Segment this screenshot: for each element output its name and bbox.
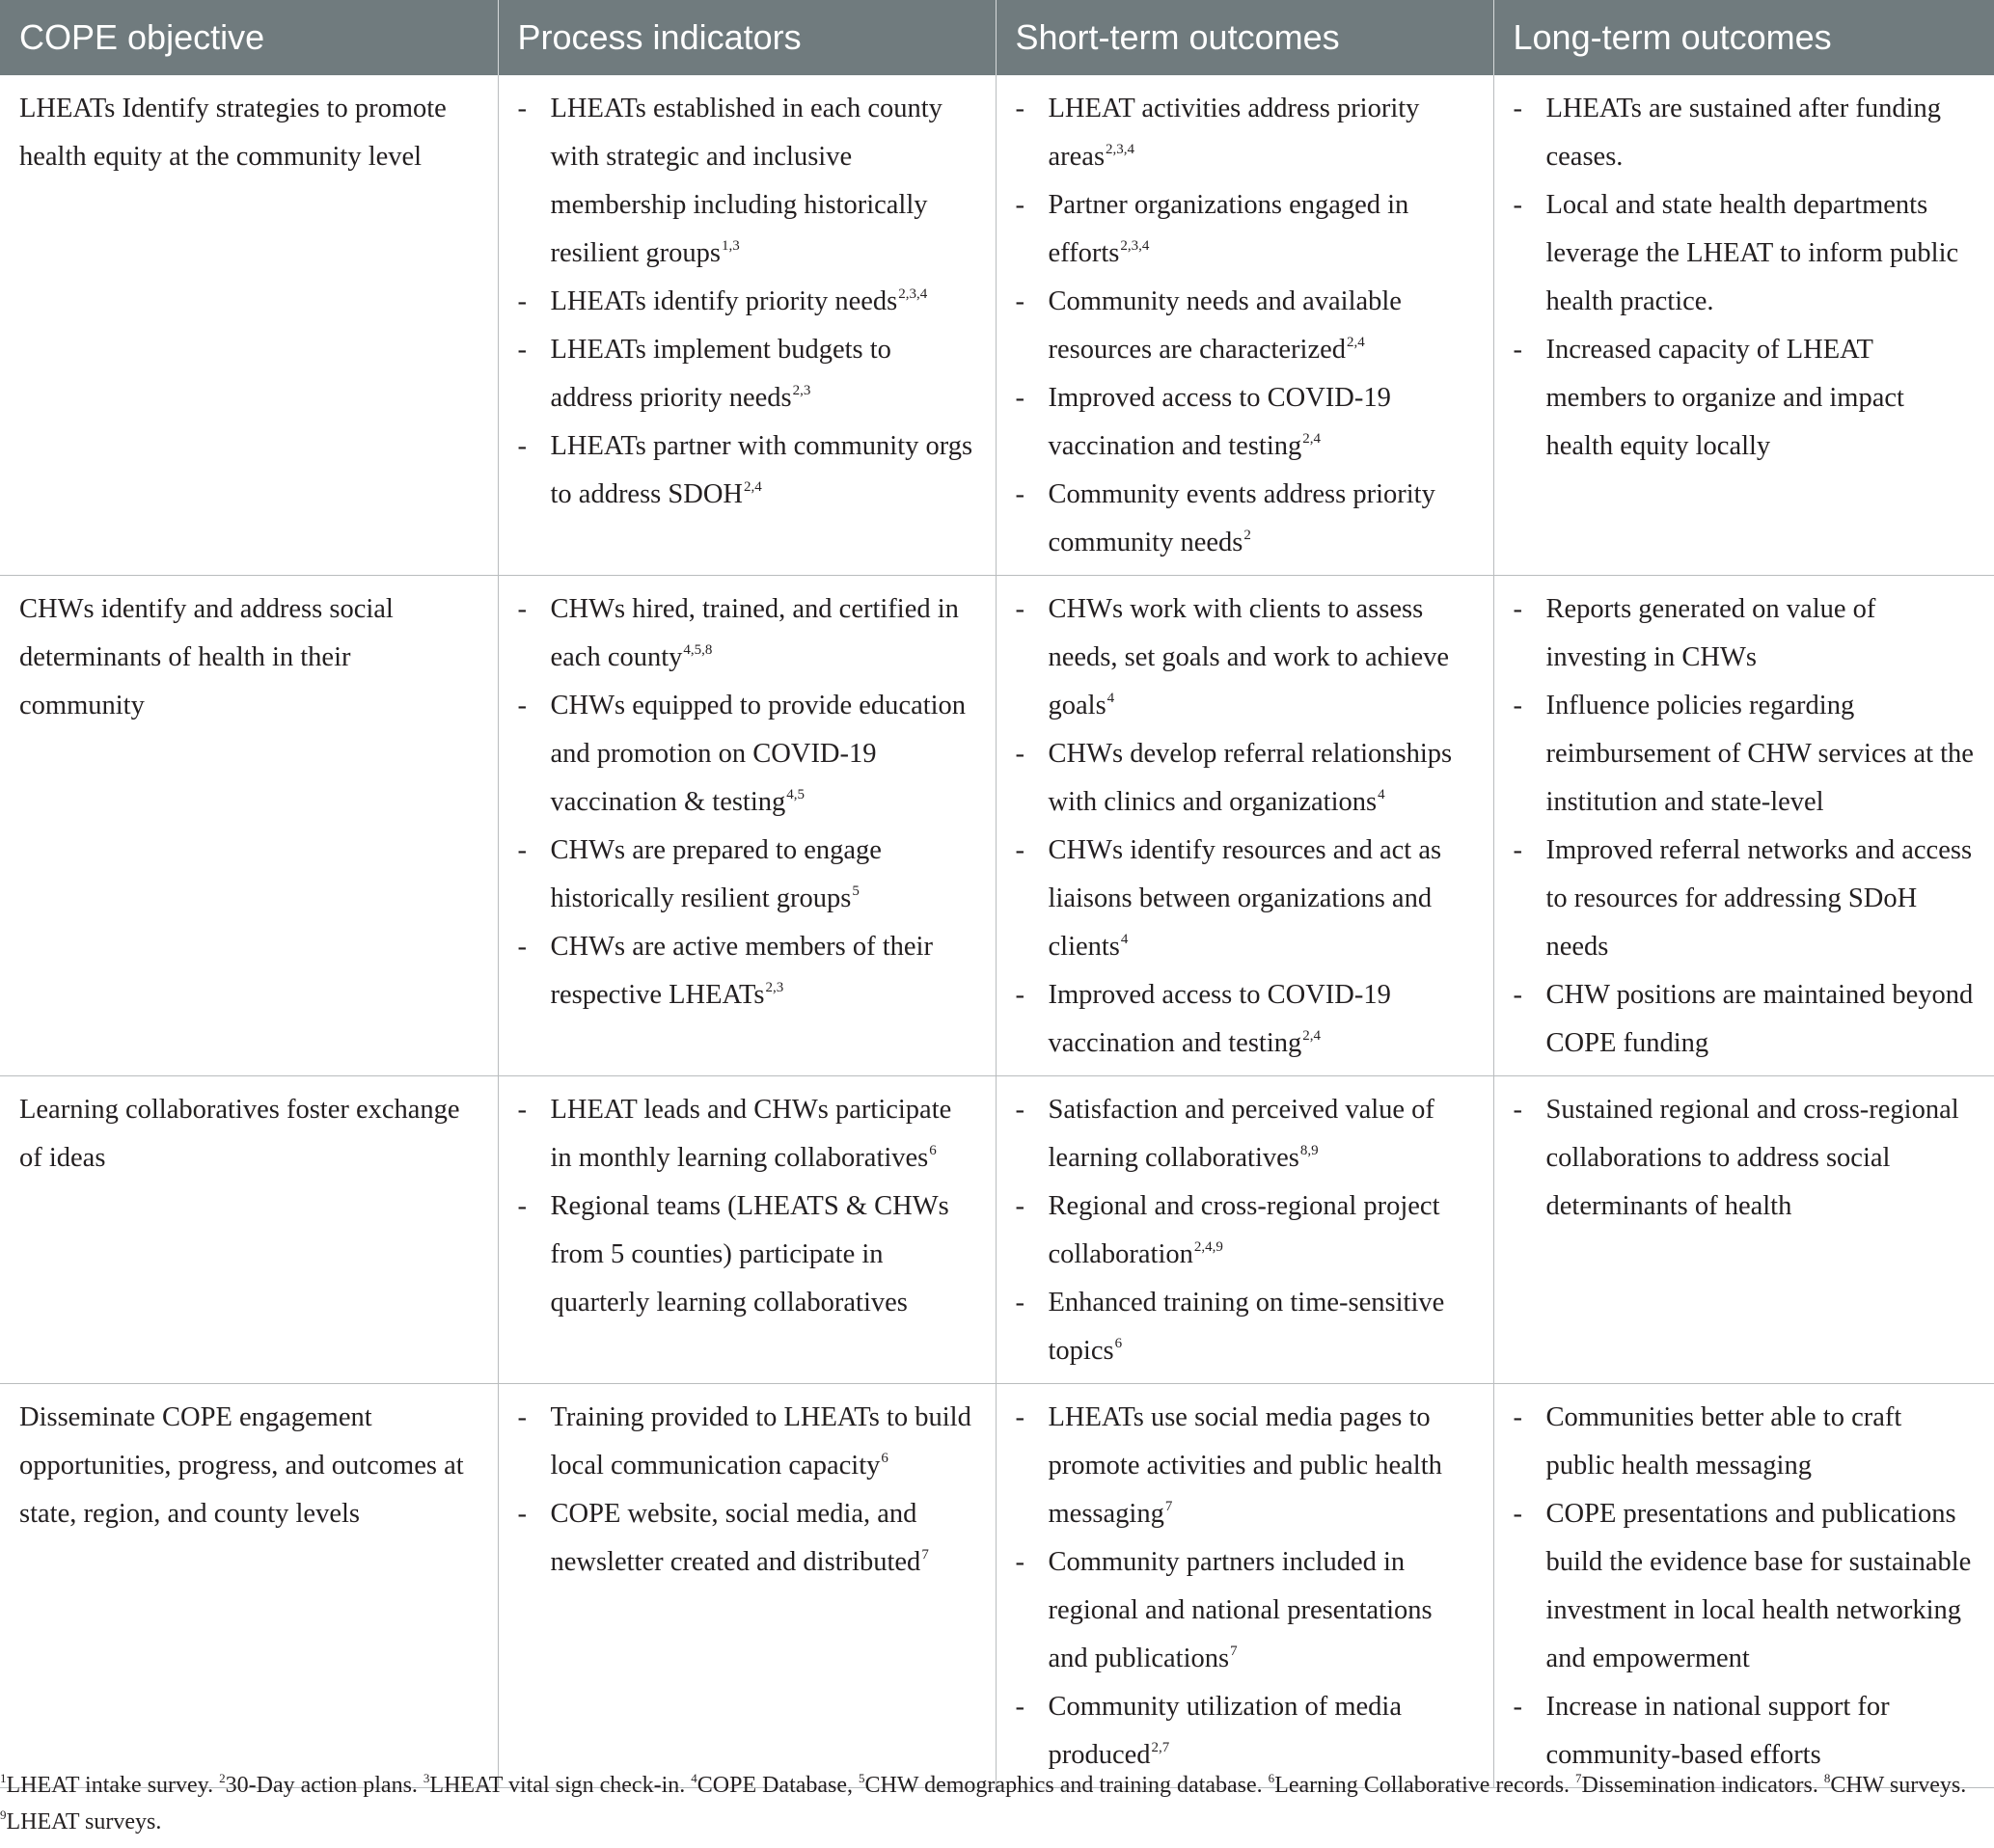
objective-cell: Learning collaboratives foster exchange of ideas [0, 1076, 498, 1384]
table-row [0, 75, 1994, 576]
long-term-outcomes-list [1514, 85, 1977, 471]
citation-superscript: 4,5 [786, 787, 806, 802]
list-item [1514, 971, 1977, 1068]
citation-superscript: 2,4 [1302, 1028, 1321, 1044]
list-item [518, 326, 978, 422]
footnote-number: 1 [0, 1771, 7, 1785]
list-item [1016, 1182, 1476, 1279]
list-item [518, 1086, 978, 1182]
list-item [518, 585, 978, 682]
list-item-text: CHWs identify resources and act as liaisons between organizations and clients [1048, 835, 1442, 962]
table-row [0, 576, 1994, 1076]
process-indicators-list [518, 85, 978, 519]
list-item [1016, 730, 1476, 827]
list-item-text: Influence policies regarding reimbursement of CHW services at the institution and state-level [1545, 691, 1974, 817]
list-item-text: COPE presentations and publications build the evidence base for sustainable investment in local health networking and empowerment [1545, 1499, 1972, 1673]
list-item [1016, 1086, 1476, 1182]
list-item-text: LHEAT leads and CHWs participate in monthly learning collaboratives [550, 1095, 952, 1173]
citation-superscript: 2,4 [1347, 335, 1365, 350]
footnote-number: 8 [1823, 1771, 1831, 1785]
header-short-term-outcomes: Short-term outcomes [996, 0, 1493, 75]
short-term-outcomes-list [1016, 1086, 1476, 1375]
citation-superscript: 1,3 [722, 238, 740, 254]
citation-superscript: 2,3 [792, 383, 811, 398]
footnote-text: LHEAT intake survey. [6, 1773, 220, 1798]
list-item-text: CHWs are prepared to engage historically resilient groups [550, 835, 882, 913]
footnote-number: 2 [219, 1771, 226, 1785]
list-item-text: Community events address priority community needs [1048, 479, 1435, 557]
list-item-text: LHEAT activities address priority areas [1048, 94, 1420, 172]
citation-superscript: 6 [881, 1451, 888, 1466]
list-item [518, 278, 978, 326]
list-item [1016, 181, 1476, 278]
list-item-text: Satisfaction and perceived value of learning collaboratives [1048, 1095, 1434, 1173]
list-item-text: Partner organizations engaged in efforts [1048, 190, 1409, 268]
table-row [0, 1384, 1994, 1788]
list-item-text: Reports generated on value of investing in CHWs [1545, 594, 1876, 672]
table-row [0, 1076, 1994, 1384]
long-term-outcomes-cell [1493, 75, 1994, 576]
footnote-text: LHEAT vital sign check-in. [429, 1773, 692, 1798]
objective-cell: Disseminate COPE engagement opportunities, progress, and outcomes at state, region, and county levels [0, 1384, 498, 1788]
footnote-number: 3 [423, 1771, 430, 1785]
citation-superscript: 4 [1120, 932, 1129, 947]
list-item [1016, 585, 1476, 730]
list-item [1514, 1394, 1977, 1490]
list-item [518, 827, 978, 923]
footnote-number: 5 [859, 1771, 865, 1785]
list-item [1016, 1683, 1476, 1780]
list-item [1016, 278, 1476, 374]
list-item-text: Improved referral networks and access to resources for addressing SDoH needs [1545, 835, 1973, 962]
table-header [0, 0, 1994, 75]
citation-superscript: 7 [1230, 1644, 1238, 1659]
list-item-text: LHEATs are sustained after funding ceases. [1545, 94, 1942, 172]
short-term-outcomes-list [1016, 1394, 1476, 1780]
objective-cell: LHEATs Identify strategies to promote health equity at the community level [0, 75, 498, 576]
list-item [1016, 1279, 1476, 1375]
list-item [1016, 85, 1476, 181]
process-indicators-list [518, 1086, 978, 1327]
list-item [518, 1182, 978, 1327]
footnote-text: CHW demographics and training database. [864, 1773, 1269, 1798]
process-indicators-cell [498, 1384, 996, 1788]
list-item-text: CHWs develop referral relationships with clinics and organizations [1048, 739, 1453, 817]
list-item-text: Training provided to LHEATs to build local communication capacity [550, 1402, 971, 1481]
citation-superscript: 6 [929, 1143, 937, 1158]
footnote-text: 30-Day action plans. [225, 1773, 423, 1798]
list-item-text: Local and state health departments leverage the LHEAT to inform public health practice. [1545, 190, 1959, 316]
process-indicators-list [518, 1394, 978, 1587]
short-term-outcomes-cell [996, 576, 1493, 1076]
list-item [518, 422, 978, 519]
footnote-number: 4 [691, 1771, 697, 1785]
list-item-text: LHEATs established in each county with strategic and inclusive membership including historically resilient groups [550, 94, 942, 268]
citation-superscript: 4 [1106, 691, 1115, 706]
list-item-text: LHEATs implement budgets to address priority needs [550, 335, 891, 413]
header-cope-objective: COPE objective [0, 0, 498, 75]
list-item [518, 85, 978, 278]
citation-superscript: 4 [1378, 787, 1385, 802]
list-item-text: Increased capacity of LHEAT members to organize and impact health equity locally [1545, 335, 1904, 461]
header-row [0, 0, 1994, 75]
list-item-text: CHWs work with clients to assess needs, set goals and work to achieve goals [1048, 594, 1449, 720]
list-item-text: LHEATs identify priority needs [550, 286, 898, 316]
citation-superscript: 2,7 [1151, 1740, 1170, 1755]
citation-superscript: 2 [1243, 528, 1251, 543]
citation-superscript: 2,4 [744, 479, 762, 495]
citation-superscript: 7 [921, 1547, 929, 1563]
list-item [1016, 827, 1476, 971]
footnote-number: 9 [0, 1807, 7, 1822]
long-term-outcomes-list [1514, 1394, 1977, 1780]
list-item-text: Regional and cross-regional project collaboration [1048, 1191, 1440, 1269]
short-term-outcomes-cell [996, 1076, 1493, 1384]
list-item [518, 1394, 978, 1490]
table-footnotes [0, 1767, 1978, 1840]
process-indicators-list [518, 585, 978, 1019]
list-item-text: CHWs equipped to provide education and promotion on COVID-19 vaccination & testing [550, 691, 967, 817]
list-item-text: Increase in national support for community-based efforts [1545, 1692, 1890, 1770]
list-item [1016, 971, 1476, 1068]
citation-superscript: 7 [1164, 1499, 1173, 1514]
long-term-outcomes-list [1514, 585, 1977, 1068]
footnote-number: 7 [1575, 1771, 1582, 1785]
list-item-text: Improved access to COVID-19 vaccination and testing [1048, 383, 1391, 461]
list-item [518, 682, 978, 827]
list-item-text: Sustained regional and cross-regional collaborations to address social determinants of health [1545, 1095, 1959, 1221]
citation-superscript: 2,4 [1302, 431, 1321, 447]
citation-superscript: 4,5,8 [683, 642, 713, 658]
list-item [518, 923, 978, 1019]
list-item [1514, 85, 1977, 181]
short-term-outcomes-cell [996, 75, 1493, 576]
long-term-outcomes-cell [1493, 1384, 1994, 1788]
list-item-text: LHEATs use social media pages to promote activities and public health messaging [1048, 1402, 1442, 1529]
long-term-outcomes-cell [1493, 1076, 1994, 1384]
short-term-outcomes-list [1016, 585, 1476, 1068]
list-item-text: Community needs and available resources are characterized [1048, 286, 1402, 365]
list-item-text: Community partners included in regional and national presentations and publications [1048, 1547, 1433, 1673]
citation-superscript: 2,4,9 [1193, 1239, 1223, 1255]
footnote-number: 6 [1268, 1771, 1275, 1785]
footnote-text: Learning Collaborative records. [1274, 1773, 1576, 1798]
list-item [1514, 1683, 1977, 1780]
list-item [1514, 827, 1977, 971]
long-term-outcomes-list [1514, 1086, 1977, 1231]
objective-cell: CHWs identify and address social determinants of health in their community [0, 576, 498, 1076]
list-item [1514, 181, 1977, 326]
short-term-outcomes-cell [996, 1384, 1493, 1788]
list-item-text: LHEATs partner with community orgs to address SDOH [550, 431, 973, 509]
citation-superscript: 2,3,4 [1120, 238, 1150, 254]
list-item [1514, 326, 1977, 471]
list-item-text: Communities better able to craft public health messaging [1545, 1402, 1902, 1481]
list-item [1514, 1490, 1977, 1683]
citation-superscript: 6 [1114, 1336, 1123, 1351]
short-term-outcomes-list [1016, 85, 1476, 567]
citation-superscript: 2,3 [765, 980, 784, 995]
citation-superscript: 2,3,4 [898, 286, 928, 302]
list-item-text: Community utilization of media produced [1048, 1692, 1402, 1770]
footnote-text: Dissemination indicators. [1581, 1773, 1824, 1798]
list-item-text: Enhanced training on time-sensitive topics [1048, 1288, 1445, 1366]
footnote-text: CHW surveys. [1830, 1773, 1967, 1798]
process-indicators-cell [498, 1076, 996, 1384]
list-item-text: COPE website, social media, and newsletter created and distributed [550, 1499, 921, 1577]
footnote-text: COPE Database, [697, 1773, 860, 1798]
footnote-text: LHEAT surveys. [6, 1809, 162, 1834]
process-indicators-cell [498, 576, 996, 1076]
header-process-indicators: Process indicators [498, 0, 996, 75]
list-item-text: CHWs are active members of their respective LHEATs [550, 932, 933, 1010]
list-item [1016, 471, 1476, 567]
header-long-term-outcomes: Long-term outcomes [1493, 0, 1994, 75]
list-item [1514, 682, 1977, 827]
list-item [1514, 585, 1977, 682]
list-item-text: CHWs hired, trained, and certified in each county [550, 594, 959, 672]
list-item-text: CHW positions are maintained beyond COPE funding [1545, 980, 1974, 1058]
list-item [1514, 1086, 1977, 1231]
table-body [0, 75, 1994, 1788]
list-item [518, 1490, 978, 1587]
list-item [1016, 1394, 1476, 1538]
long-term-outcomes-cell [1493, 576, 1994, 1076]
citation-superscript: 8,9 [1299, 1143, 1319, 1158]
citation-superscript: 5 [852, 883, 860, 899]
list-item [1016, 1538, 1476, 1683]
list-item-text: Regional teams (LHEATS & CHWs from 5 counties) participate in quarterly learning collaboratives [550, 1191, 949, 1318]
list-item [1016, 374, 1476, 471]
list-item-text: Improved access to COVID-19 vaccination and testing [1048, 980, 1391, 1058]
process-indicators-cell [498, 75, 996, 576]
citation-superscript: 2,3,4 [1106, 142, 1135, 157]
